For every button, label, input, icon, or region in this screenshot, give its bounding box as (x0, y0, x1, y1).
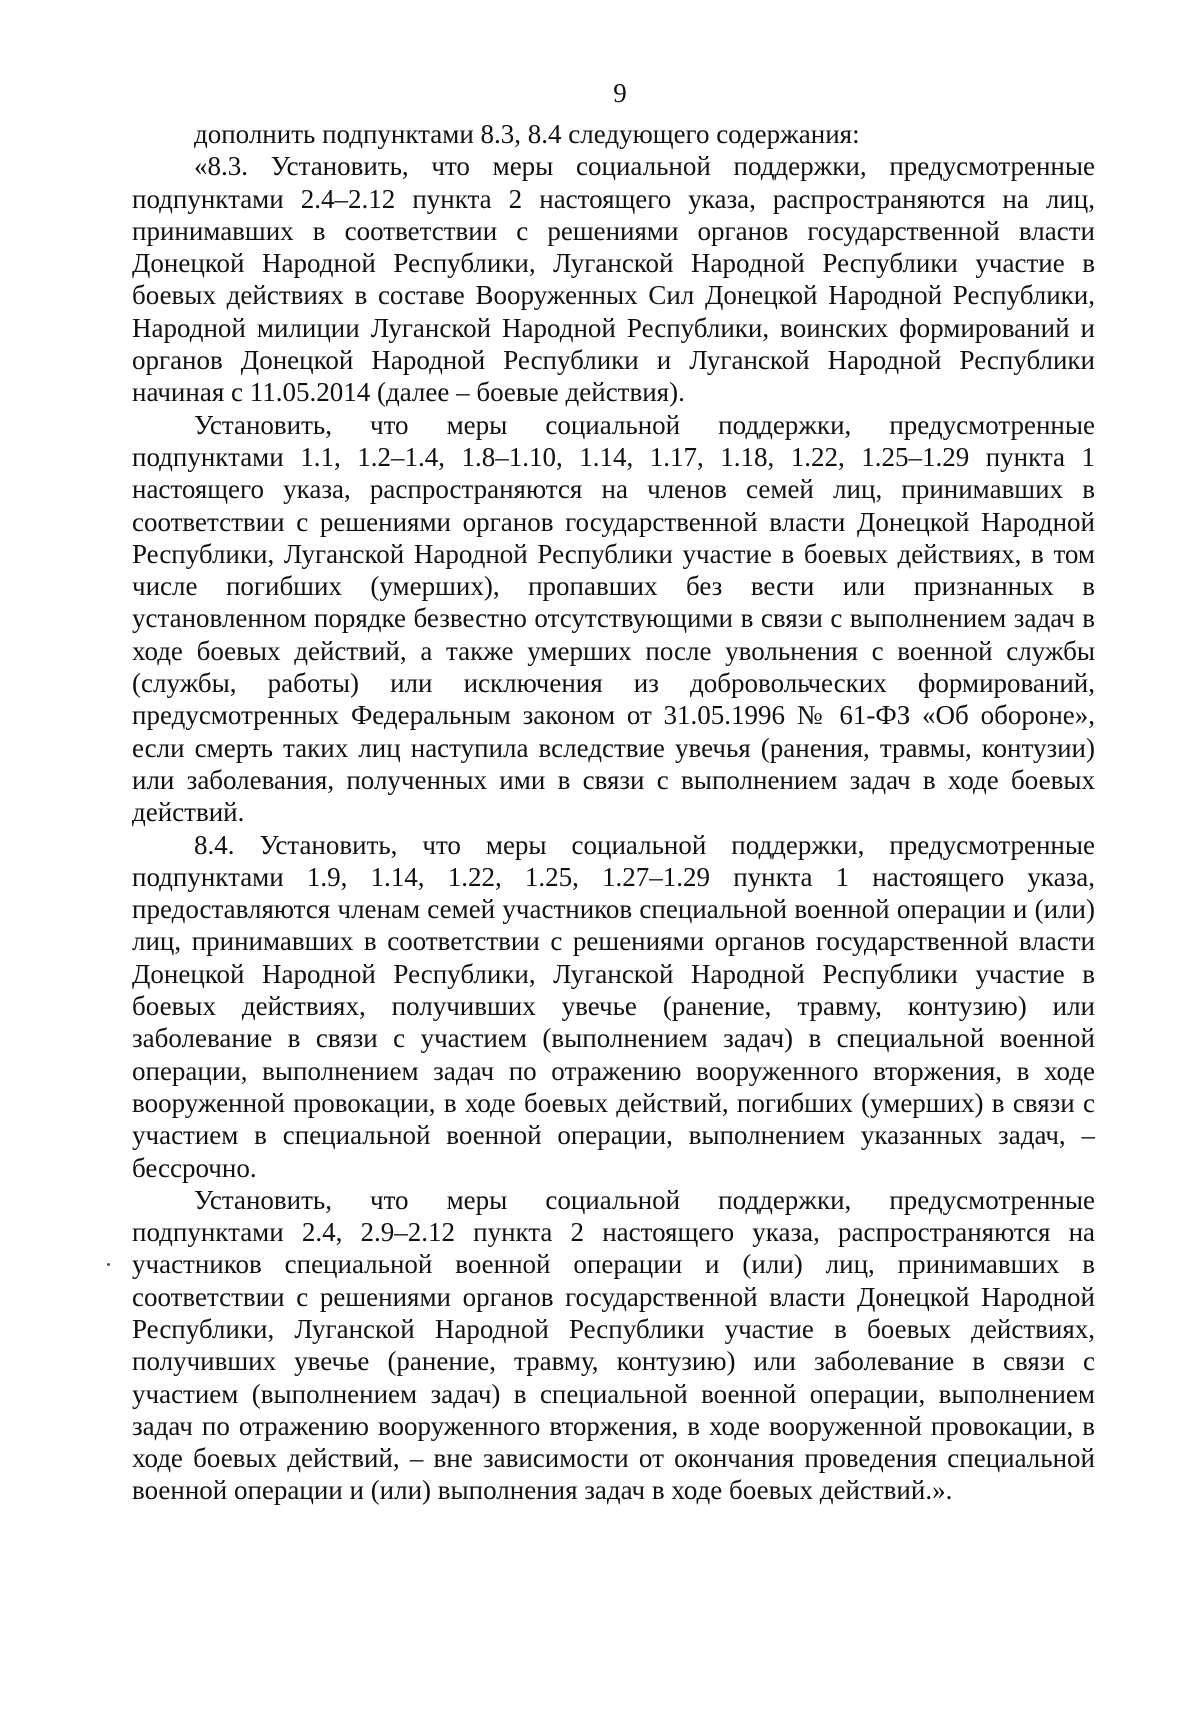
paragraph-intro: дополнить подпунктами 8.3, 8.4 следующего содержания: (194, 119, 860, 149)
paragraph-8-4-participants: Установить, что меры социальной поддержки, предусмотренные подпунктами 2.4, 2.9–2.12 пункта 2 настоящего указа, распространяются на участников специальной военной операции и (или) лиц, принимавших в соответствии с решениями органов государственной власти Донецкой Народной Республики, Луганской Народной Республики участие в боевых действиях, получивших увечье (ранение, травму, контузию) или заболевание в связи с участием (выполнением задач) в специальной военной операции, выполнением задач по отражению вооруженного вторжения, в ходе вооруженной провокации, в ходе боевых действий, – вне зависимости от окончания проведения специальной военной операции и (или) выполнения задач в ходе боевых действий.». (132, 1184, 1095, 1506)
paragraph-8-3-family: Установить, что меры социальной поддержки, предусмотренные подпунктами 1.1, 1.2–1.4, 1.8–1.10, 1.14, 1.17, 1.18, 1.22, 1.25–1.29 пункта 1 настоящего указа, распространяются на членов семей лиц, принимавших в соответствии с решениями органов государственной власти Донецкой Народной Республики, Луганской Народной Республики участие в боевых действиях, в том числе погибших (умерших), пропавших без вести или признанных в установленном порядке безвестно отсутствующими в связи с выполнением задач в ходе боевых действий, а также умерших после увольнения с военной службы (службы, работы) или исключения из добровольческих формирований, предусмотренных Федеральным законом от 31.05.1996 № 61-ФЗ «Об обороне», если смерть таких лиц наступила вследствие увечья (ранения, травмы, контузии) или заболевания, полученных ими в связи с выполнением задач в ходе боевых действий. (132, 409, 1095, 828)
document-body (132, 118, 1095, 1507)
paragraph-8-4: 8.4. Установить, что меры социальной поддержки, предусмотренные подпунктами 1.9, 1.14, 1.22, 1.25, 1.27–1.29 пункта 1 настоящего указа, предоставляются членам семей участников специальной военной операции и (или) лиц, принимавших в соответствии с решениями органов государственной власти Донецкой Народной Республики, Луганской Народной Республики участие в боевых действиях, получивших увечье (ранение, травму, контузию) или заболевание в связи с участием (выполнением задач) в специальной военной операции, выполнением задач по отражению вооруженного вторжения, в ходе вооруженной провокации, в ходе боевых действий, погибших (умерших) в связи с участием в специальной военной операции, выполнением указанных задач, – бессрочно. (132, 829, 1095, 1183)
scan-speck (107, 1263, 110, 1266)
paragraph-8-3: «8.3. Установить, что меры социальной поддержки, предусмотренные подпунктами 2.4–2.12 пункта 2 настоящего указа, распространяются на лиц, принимавших в соответствии с решениями органов государственной власти Донецкой Народной Республики, Луганской Народной Республики участие в боевых действиях в составе Вооруженных Сил Донецкой Народной Республики, Народной милиции Луганской Народной Республики, воинских формирований и органов Донецкой Народной Республики и Луганской Народной Республики начиная с 11.05.2014 (далее – боевые действия). (132, 151, 1095, 408)
page-number: 9 (613, 78, 627, 108)
